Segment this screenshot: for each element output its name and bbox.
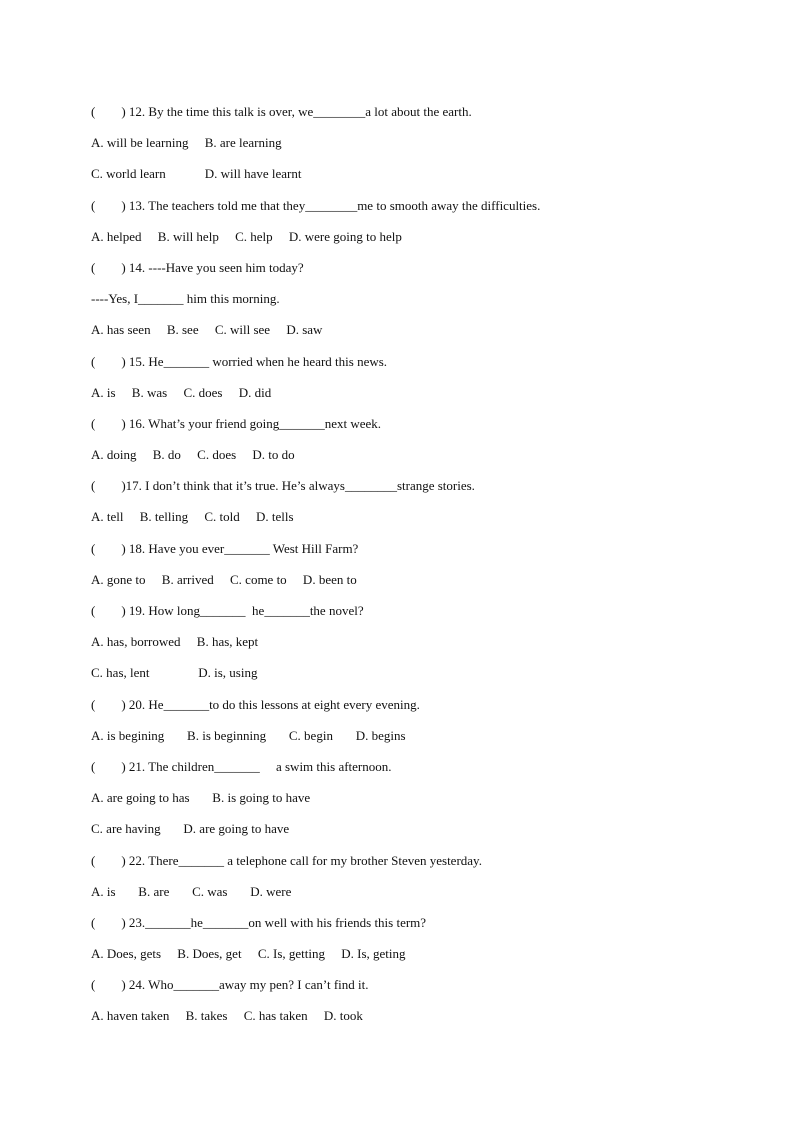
question-20: ( ) 20. He_______to do this lessons at eight every evening. [91, 696, 420, 712]
question-21-options-c-d: C. are having D. are going to have [91, 821, 290, 837]
question-18-options: A. gone to B. arrived C. come to D. been to [91, 571, 357, 587]
question-23-options: A. Does, gets B. Does, get C. Is, getting D. Is, geting [91, 946, 406, 962]
question-21: ( ) 21. The children_______ a swim this afternoon. [91, 758, 392, 774]
question-14: ( ) 14. ----Have you seen him today? [91, 259, 304, 275]
question-23: ( ) 23._______he_______on well with his friends this term? [91, 914, 427, 930]
question-24: ( ) 24. Who_______away my pen? I can’t find it. [91, 977, 369, 993]
question-15: ( ) 15. He_______ worried when he heard this news. [91, 353, 388, 369]
question-14-options: A. has seen B. see C. will see D. saw [91, 322, 323, 338]
question-24-options: A. haven taken B. takes C. has taken D. took [91, 1008, 363, 1024]
question-18: ( ) 18. Have you ever_______ West Hill Farm? [91, 540, 359, 556]
question-22: ( ) 22. There_______ a telephone call for my brother Steven yesterday. [91, 852, 482, 868]
question-13-options: A. helped B. will help C. help D. were going to help [91, 228, 402, 244]
question-13: ( ) 13. The teachers told me that they________me to smooth away the difficulties. [91, 197, 541, 213]
question-16-options: A. doing B. do C. does D. to do [91, 447, 295, 463]
question-19-options-c-d: C. has, lent D. is, using [91, 665, 258, 681]
question-12-options-c-d: C. world learn D. will have learnt [91, 166, 302, 182]
question-12: ( ) 12. By the time this talk is over, we________a lot about the earth. [91, 104, 472, 119]
question-list [91, 101, 731, 1037]
question-12-options-a-b: A. will be learning B. are learning [91, 135, 282, 151]
question-17-options: A. tell B. telling C. told D. tells [91, 509, 294, 525]
question-20-options: A. is begining B. is beginning C. begin D. begins [91, 727, 406, 743]
question-19: ( ) 19. How long_______ he_______the novel? [91, 603, 364, 618]
question-15-options: A. is B. was C. does D. did [91, 384, 272, 400]
question-22-options: A. is B. are C. was D. were [91, 883, 292, 899]
question-17: ( )17. I don’t think that it’s true. He’s always________strange stories. [91, 478, 475, 494]
question-14-response: ----Yes, I_______ him this morning. [91, 291, 280, 307]
question-19-options-a-b: A. has, borrowed B. has, kept [91, 634, 259, 650]
question-21-options-a-b: A. are going to has B. is going to have [91, 790, 311, 806]
question-16: ( ) 16. What’s your friend going_______next week. [91, 415, 382, 431]
